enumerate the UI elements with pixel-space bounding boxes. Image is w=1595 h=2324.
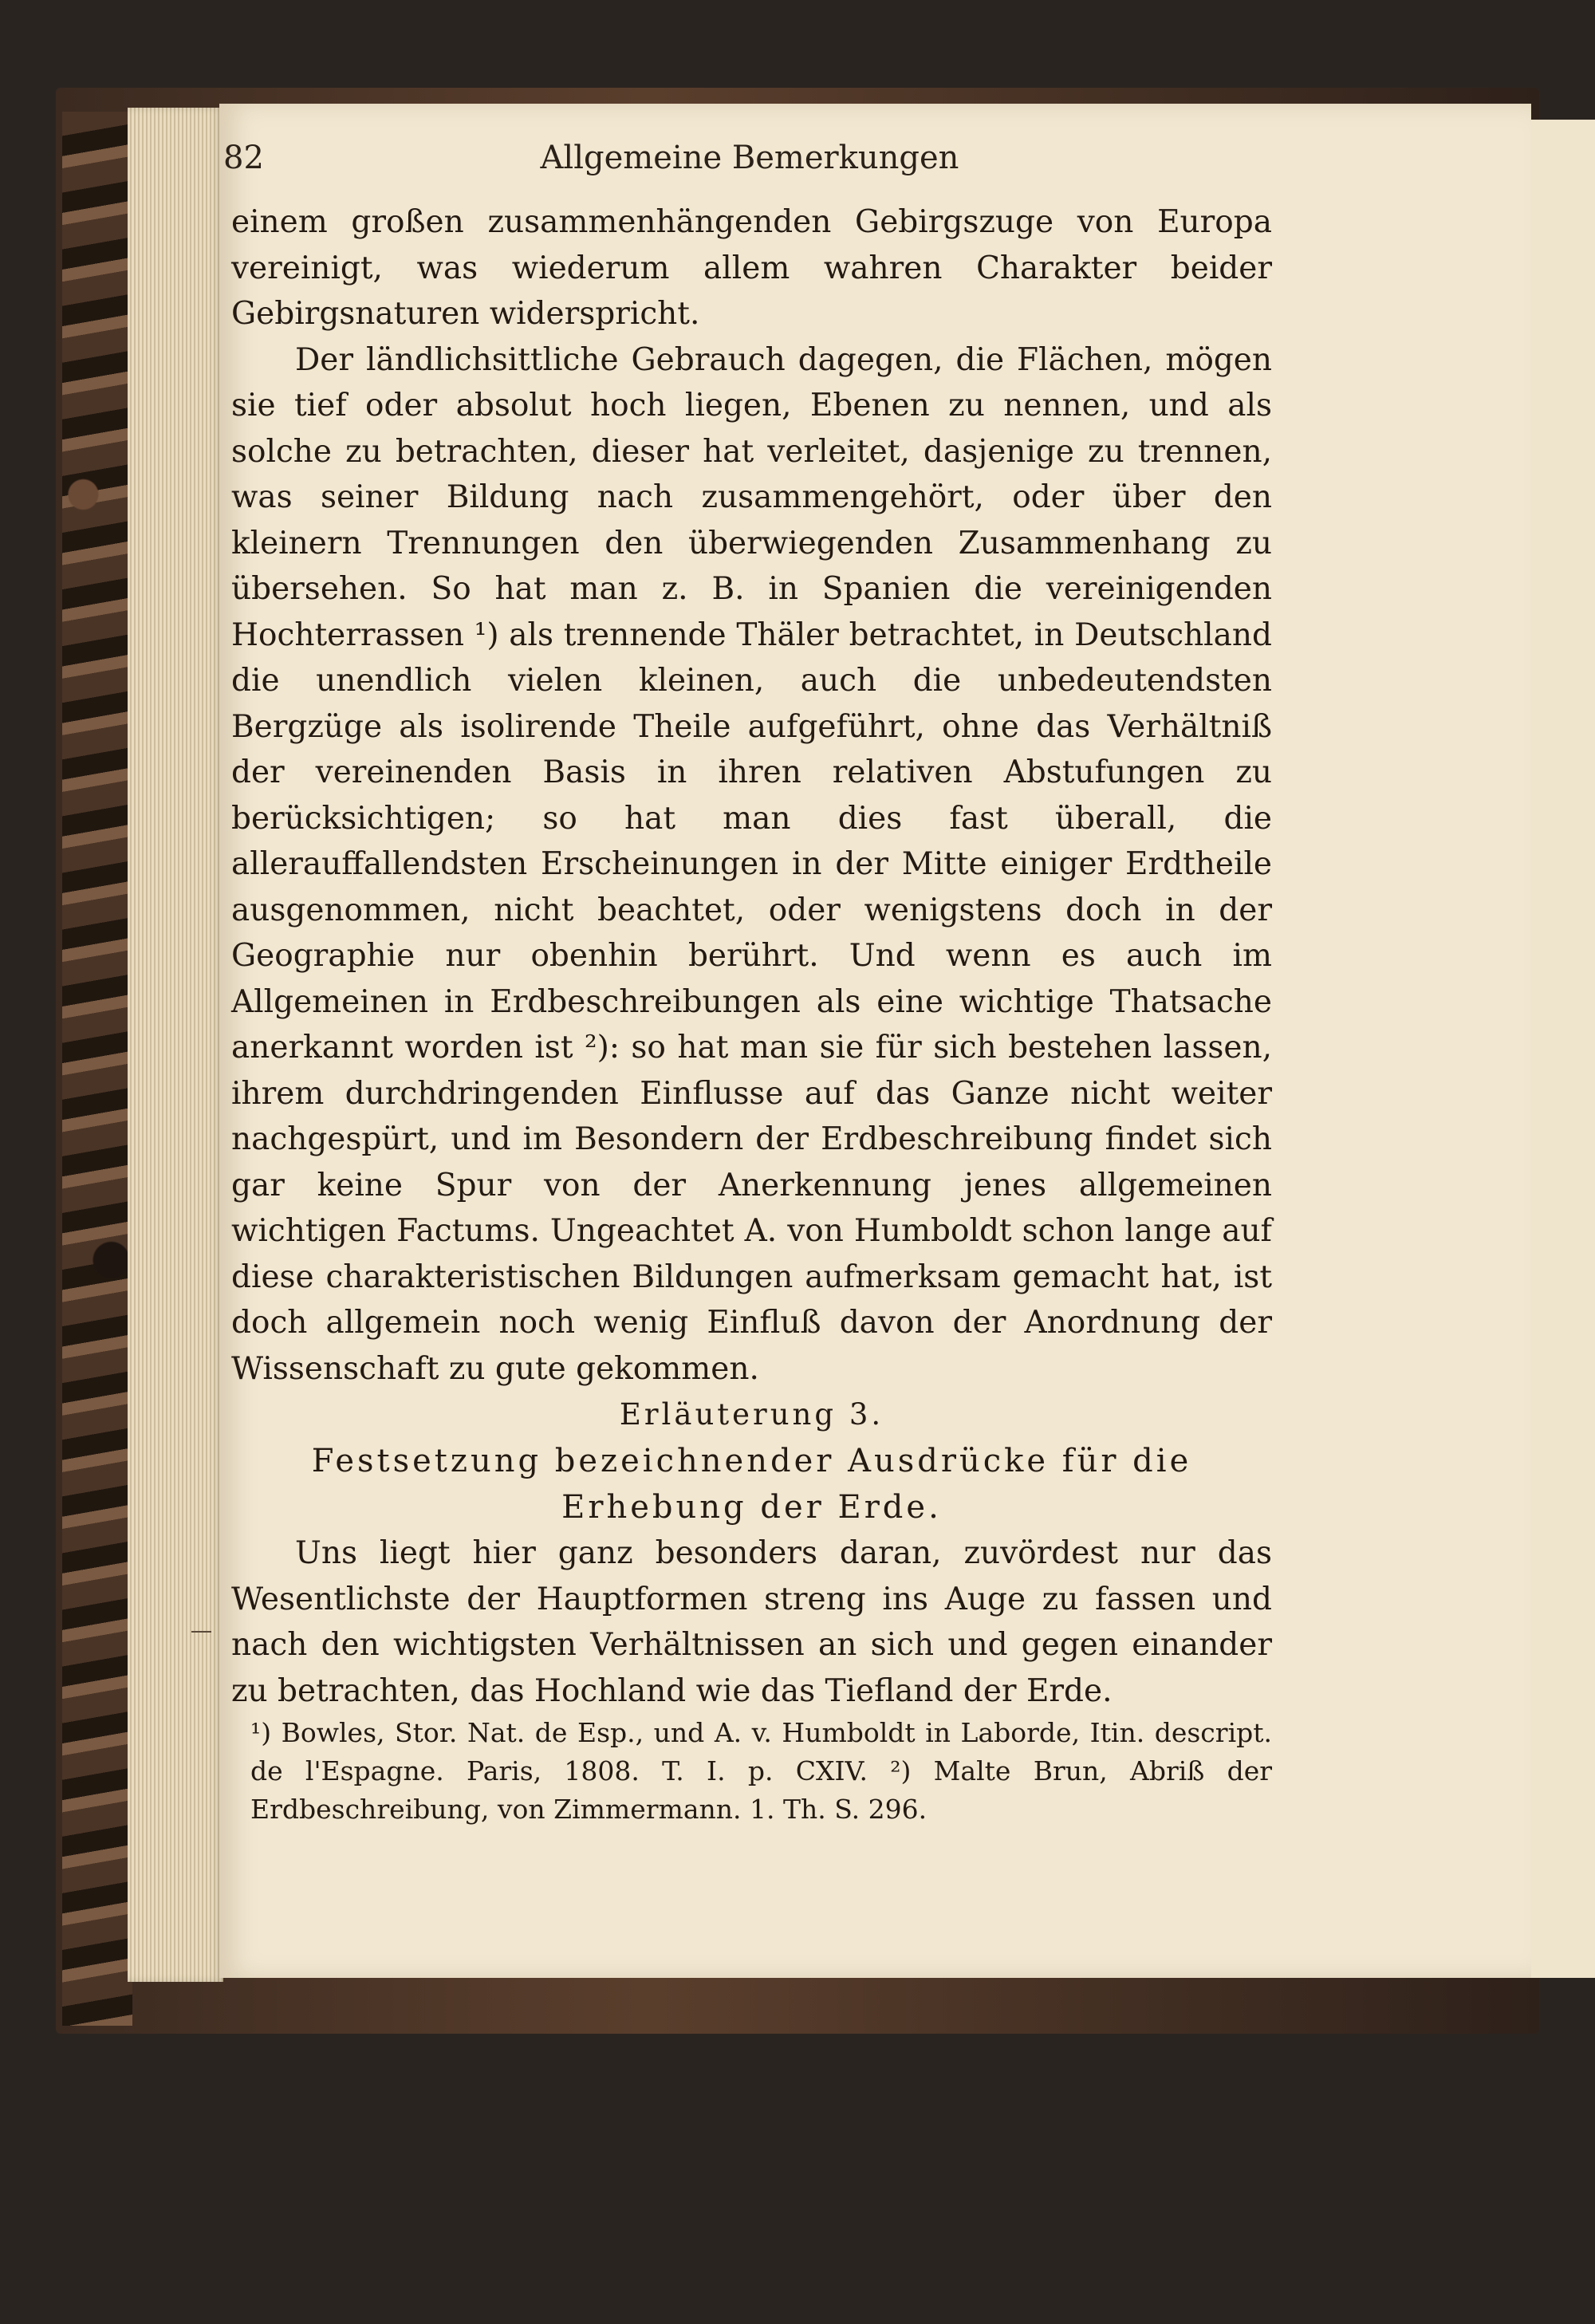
paragraph-1: einem großen zusammenhängenden Gebirgszuge von Europa vereinigt, was wiederum allem wahren Charakter beider Gebirgsnaturen widerspricht. <box>231 204 1272 332</box>
footnotes: ¹) Bowles, Stor. Nat. de Esp., und A. v. Humboldt in Laborde, Itin. descript. de l'Espagne. Paris, 1808. T. I. p. CXIV. ²) Malte Brun, Abriß der Erdbeschreibung, von Zimmermann. 1. Th. S. 296. <box>250 1717 1272 1825</box>
margin-mark <box>191 1631 211 1633</box>
paragraph-3: Uns liegt hier ganz besonders daran, zuvördest nur das Wesentlichste der Hauptformen streng ins Auge zu fassen und nach den wichtigsten Verhältnissen an sich und gegen einander zu betrachten, das Hochland wie das Tiefland der Erde. <box>231 1535 1272 1709</box>
facing-page-edge <box>1531 120 1595 1978</box>
section-label: Erläuterung 3. <box>619 1397 884 1432</box>
running-title: Allgemeine Bemerkungen <box>540 140 959 176</box>
page-body <box>231 199 1272 1829</box>
page-header <box>223 140 1276 187</box>
page-number: 82 <box>223 140 264 176</box>
marbled-cover-edge <box>62 112 132 2026</box>
page-edges <box>128 108 223 1982</box>
section-title: Festsetzung bezeichnender Ausdrücke für die Erhebung der Erde. <box>311 1443 1192 1526</box>
paragraph-2: Der ländlichsittliche Gebrauch dagegen, die Flächen, mögen sie tief oder absolut hoch liegen, Ebenen zu nennen, und als solche zu betrachten, dieser hat verleitet, dasjenige zu trennen, was seiner Bildung nach zusammengehört, oder über den kleinern Trennungen den überwiegenden Zusammenhang zu übersehen. So hat man z. B. in Spanien die vereinigenden Hochterrassen ¹) als trennende Thäler betrachtet, in Deutschland die unendlich vielen kleinen, auch die unbedeutendsten Bergzüge als isolirende Theile aufgeführt, ohne das Verhältniß der vereinenden Basis in ihren relativen Abstufungen zu berücksichtigen; so hat man dies fast überall, die allerauffallendsten Erscheinungen in der Mitte einiger Erdtheile ausgenommen, nicht beachtet, oder wenigstens doch in der Geographie nur obenhin berührt. Und wenn es auch im Allgemeinen in Erdbeschreibungen als eine wichtige Thatsache anerkannt worden ist ²): so hat man sie für sich bestehen lassen, ihrem durchdringenden Einflusse auf das Ganze nicht weiter nachgespürt, und im Besondern der Erdbeschreibung findet sich gar keine Spur von der Anerkennung jenes allgemeinen wichtigen Factums. Ungeachtet A. von Humboldt schon lange auf diese charakteristischen Bildungen aufmerksam gemacht hat, ist doch allgemein noch wenig Einfluß davon der Anordnung der Wissenschaft zu gute gekommen. <box>231 341 1272 1387</box>
